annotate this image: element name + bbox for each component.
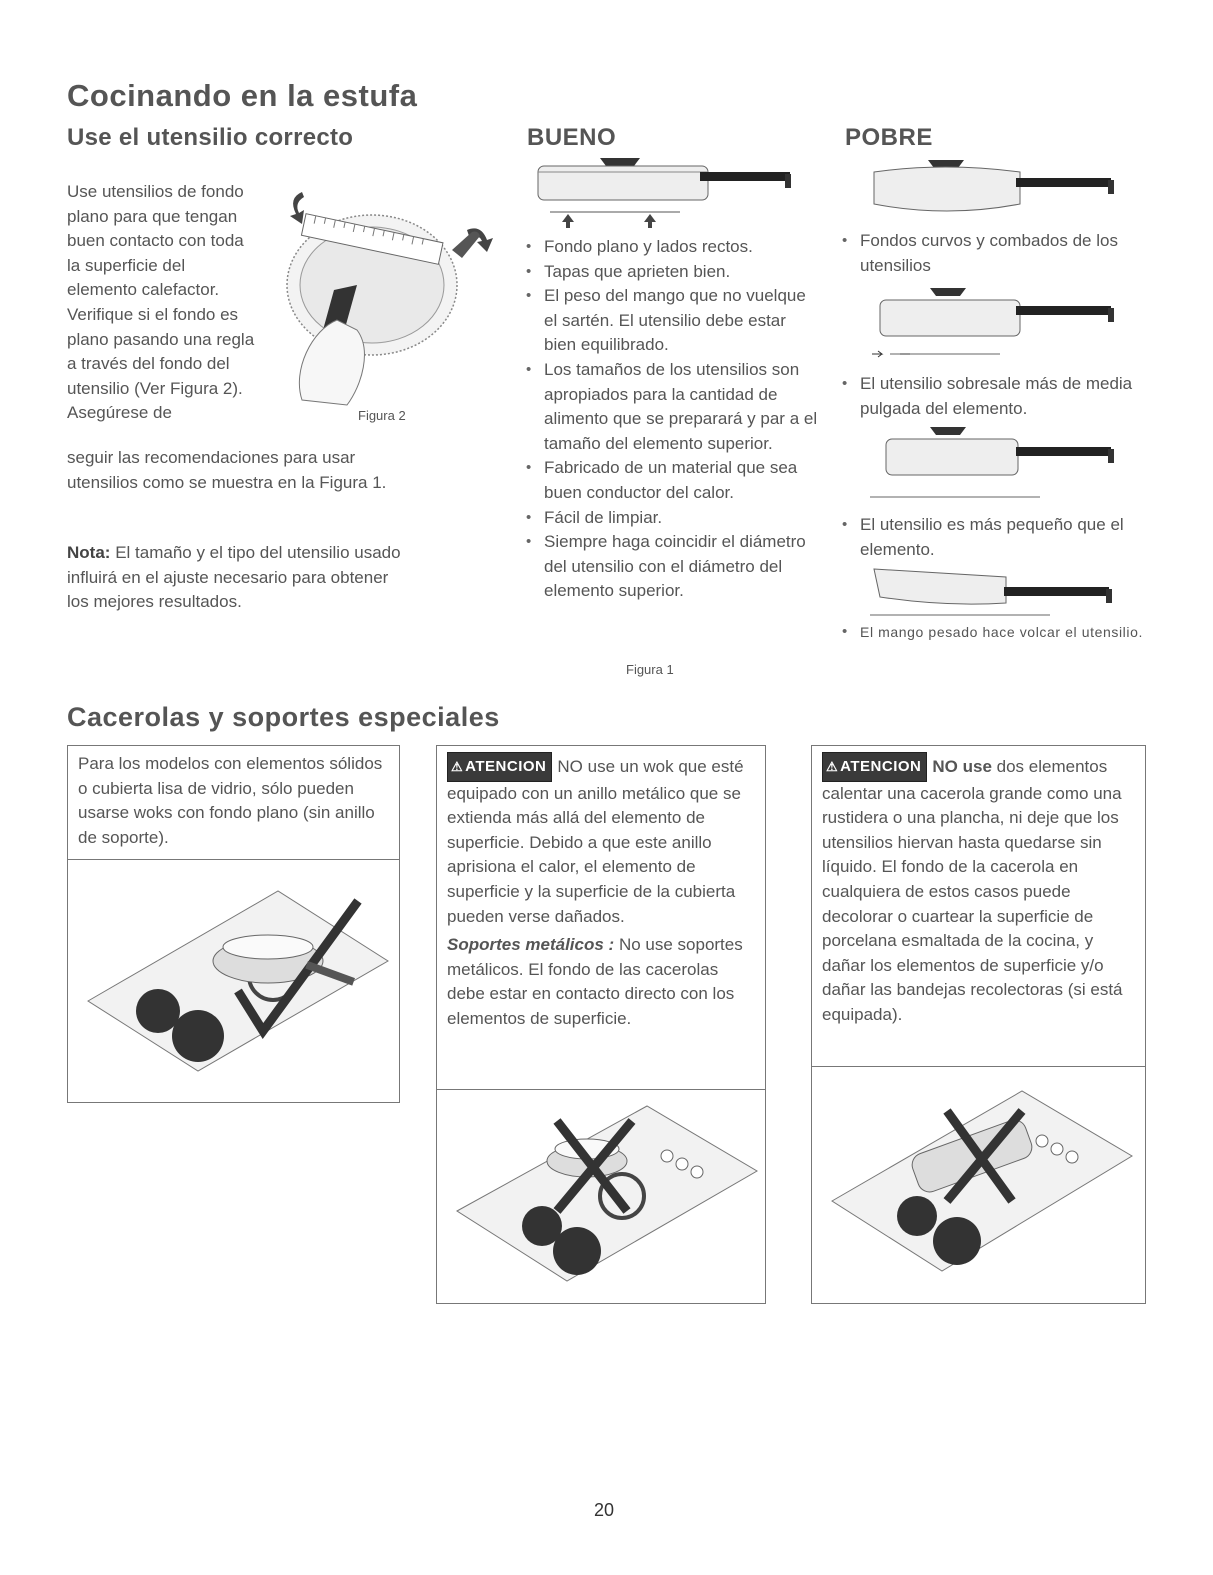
wok-warning-text: [437, 746, 765, 1032]
warning-triangle-icon: ⚠: [451, 759, 464, 774]
poor-pan-curved-illustration: [870, 158, 1120, 223]
warning-lead: NO use: [932, 757, 992, 776]
list-item: • El peso del mango que no vuelque el sartén. El utensilio debe estar bien equilibrado.: [522, 284, 822, 358]
page-title: Cocinando en la estufa: [67, 78, 418, 113]
figure2-ruler-check-illustration: [262, 170, 512, 420]
list-item: • Fabricado de un material que sea buen conductor del calor.: [522, 456, 822, 505]
poor-item-4: [838, 622, 1148, 642]
list-item: • Los tamaños de los utensilios son apropiados para la cantidad de alimento que se preparará y par a el tamaño del elemento superior.: [522, 358, 822, 456]
list-item: • Fondos curvos y combados de los utensilios: [838, 229, 1148, 278]
intro-paragraph: Use utensilios de fondo plano para que tengan buen contacto con toda la superficie del elemento calefactor. Verifique si el fondo es plano pasando una regla a través del fondo del utensilio (Ver Figura 2). Asegúrese de: [67, 182, 255, 423]
special-pans-heading: Cacerolas y soportes especiales: [67, 702, 500, 732]
note-text: El tamaño y el tipo del utensilio usado influirá en el ajuste necesario para obtener los mejores resultados.: [67, 543, 401, 612]
good-heading: BUENO: [527, 124, 617, 151]
large-pan-cooktop-illustration: [822, 1081, 1132, 1291]
poor-item-2: [838, 372, 1148, 421]
poor-heading: POBRE: [845, 124, 933, 151]
list-item: • El utensilio sobresale más de media pulgada del elemento.: [838, 372, 1148, 421]
metal-supports-label: Soportes metálicos :: [447, 935, 615, 955]
metal-supports-text: No use soportes metálicos. El fondo de las cacerolas debe estar en contacto directo con los elementos de superficie.: [447, 935, 743, 1028]
list-item: • Tapas que aprieten bien.: [522, 260, 822, 285]
list-item: • Fondo plano y lados rectos.: [522, 235, 822, 260]
warning-badge: ⚠ ATENCION: [822, 752, 927, 782]
list-item: • El utensilio es más pequeño que el elemento.: [838, 513, 1148, 562]
note-label: Nota:: [67, 543, 111, 562]
figure1-label: Figura 1: [626, 662, 674, 677]
wok-ring-cooktop-illustration: [447, 1101, 757, 1296]
large-pan-warning-text: [812, 746, 1145, 1028]
poor-pan-heavy-handle-illustration: [870, 565, 1120, 620]
good-pan-illustration: [530, 150, 800, 230]
poor-item-1: [838, 229, 1148, 278]
warning-triangle-icon: ⚠: [826, 759, 839, 774]
warning-lead: NO: [557, 757, 583, 776]
warning-body: dos elementos calentar una cacerola grande como una rustidera o una plancha, ni deje que los utensilios hiervan hasta quedarse sin líquido. El fondo de la cacerola en cualquiera de estos casos puede decolorar o cuartear la superficie de porcelana esmaltada de la cocina, y dañar los elementos de superficie y/o dañar las bandejas recolectoras (si está equipada).: [822, 757, 1123, 1024]
warning-body: use un wok que esté equipado con un anillo metálico que se extienda más allá del elemento de superficie. Debido a que este anillo aprisiona el calor, el elemento de superficie y la superficie de la cubierta pueden verse dañados.: [447, 757, 744, 926]
warning-badge: ⚠ ATENCION: [447, 752, 552, 782]
poor-pan-small-illustration: [870, 425, 1120, 510]
poor-item-3: [838, 513, 1148, 562]
good-list: [522, 235, 822, 604]
list-item: • Siempre haga coincidir el diámetro del utensilio con el diámetro del elemento superior.: [522, 530, 822, 604]
wok-info-text: Para los modelos con elementos sólidos o cubierta lisa de vidrio, sólo pueden usarse woks con fondo plano (sin anillo de soporte).: [78, 754, 383, 847]
wok-cooktop-illustration: [78, 871, 388, 1096]
figure2-label: Figura 2: [358, 408, 406, 423]
list-item: • Fácil de limpiar.: [522, 506, 822, 531]
note-paragraph: [67, 541, 412, 615]
intro-paragraph-continued: seguir las recomendaciones para usar utensilios como se muestra en la Figura 1.: [67, 448, 387, 492]
wok-warning-box: [436, 745, 766, 1304]
poor-pan-overhang-illustration: [870, 286, 1120, 371]
page-number: 20: [594, 1500, 615, 1520]
wok-info-box: [67, 745, 400, 1103]
large-pan-warning-box: [811, 745, 1146, 1304]
list-item: • El mango pesado hace volcar el utensilio.: [838, 622, 1148, 642]
section-subtitle: Use el utensilio correcto: [67, 124, 354, 151]
